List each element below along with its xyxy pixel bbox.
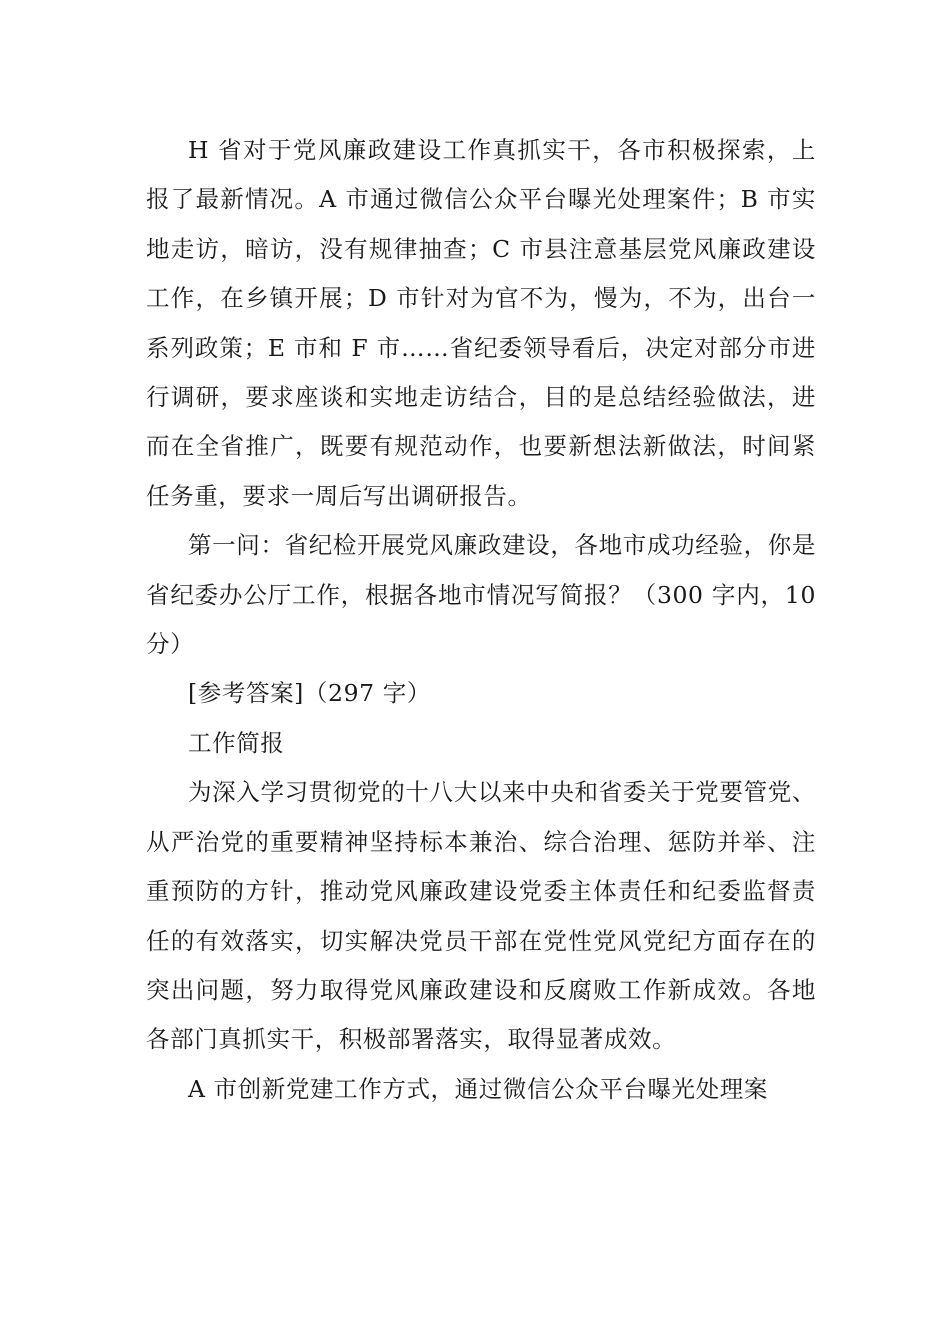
paragraph-brief-title: 工作简报 [188, 728, 285, 757]
paragraph-case-background: H 省对于党风廉政建设工作真抓实干，各市积极探索，上报了最新情况。A 市通过微信公众平台曝光处理案件；B 市实地走访，暗访，没有规律抽查；C 市县注意基层党风廉政建设工作，在乡镇开展；D 市针对为官不为，慢为，不为，出台一系列政策；E 市和 F 市……省纪委领导看后，决定对部分市进行调研，要求座谈和实地走访结合，目的是总结经验做法，进而在全省推广，既要有规范动作，也要新想法新做法，时间紧任务重，要求一周后写出调研报告。 [146, 136, 816, 510]
paragraph-question-one: 第一问：省纪检开展党风廉政建设，各地市成功经验，你是省纪委办公厅工作，根据各地市情况写简报？（300 字内，10 分） [146, 531, 816, 659]
paragraph-city-a: A 市创新党建工作方式，通过微信公众平台曝光处理案 [188, 1074, 768, 1103]
document-body [146, 126, 816, 1114]
paragraph-brief-intro: 为深入学习贯彻党的十八大以来中央和省委关于党要管党、从严治党的重要精神坚持标本兼治、综合治理、惩防并举、注重预防的方针，推动党风廉政建设党委主体责任和纪委监督责任的有效落实，切实解决党员干部在党性党风党纪方面存在的突出问题，努力取得党风廉政建设和反腐败工作新成效。各地各部门真抓实干，积极部署落实，取得显著成效。 [146, 778, 816, 1054]
paragraph-answer-label: [参考答案]（297 字） [188, 679, 431, 708]
